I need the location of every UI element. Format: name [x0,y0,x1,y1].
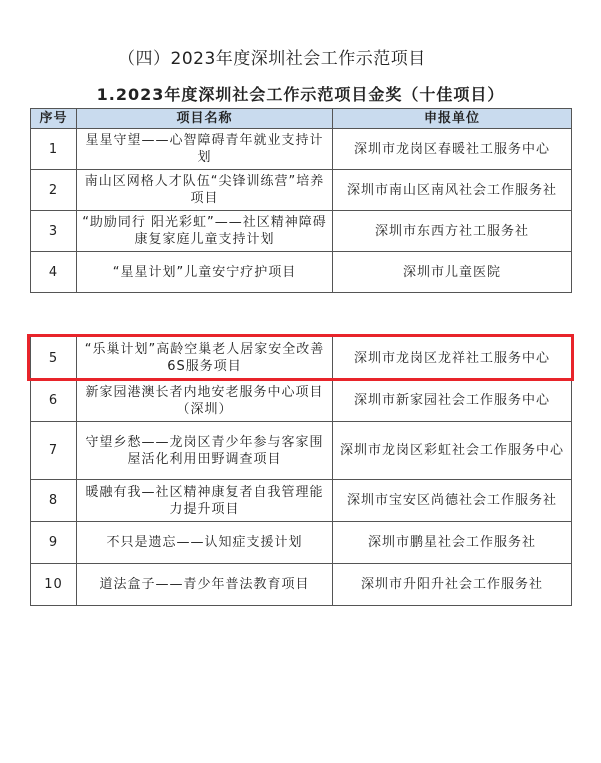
row-unit: 深圳市新家园社会工作服务中心 [333,380,572,422]
table-title: 1.2023年度深圳社会工作示范项目金奖（十佳项目） [96,85,505,104]
row-no: 6 [31,380,77,422]
row-unit: 深圳市宝安区尚德社会工作服务社 [333,480,572,522]
table-row [31,564,572,606]
table-row [31,380,572,422]
row-unit: 深圳市南山区南风社会工作服务社 [333,170,572,211]
row-unit: 深圳市升阳升社会工作服务社 [333,564,572,606]
row-project-name: “助励同行 阳光彩虹”——社区精神障碍康复家庭儿童支持计划 [77,211,333,252]
header-name: 项目名称 [77,109,333,129]
row-unit: 深圳市鹏星社会工作服务社 [333,522,572,564]
row-no: 5 [31,337,77,380]
table-row [31,170,572,211]
row-unit: 深圳市东西方社工服务社 [333,211,572,252]
row-no: 8 [31,480,77,522]
table-header-row [31,109,572,129]
header-unit: 申报单位 [333,109,572,129]
row-project-name: 星星守望——心智障碍青年就业支持计划 [77,129,333,170]
row-no: 7 [31,422,77,480]
header-no: 序号 [31,109,77,129]
row-no: 4 [31,252,77,293]
table-row [31,522,572,564]
row-no: 3 [31,211,77,252]
row-no: 2 [31,170,77,211]
row-no: 1 [31,129,77,170]
highlight-box [27,334,574,381]
row-unit: 深圳市龙岗区龙祥社工服务中心 [333,337,572,380]
table-row [31,211,572,252]
section-title: （四）2023年度深圳社会工作示范项目 [118,49,426,69]
table-row [31,129,572,170]
row-project-name: “乐巢计划”高龄空巢老人居家安全改善6S服务项目 [77,337,333,380]
row-unit: 深圳市龙岗区彩虹社会工作服务中心 [333,422,572,480]
table-row [31,422,572,480]
row-project-name: 守望乡愁——龙岗区青少年参与客家围屋活化利用田野调查项目 [77,422,333,480]
row-no: 10 [31,564,77,606]
row-project-name: “星星计划”儿童安宁疗护项目 [77,252,333,293]
row-project-name: 道法盒子——青少年普法教育项目 [77,564,333,606]
row-no: 9 [31,522,77,564]
row-project-name: 南山区网格人才队伍“尖锋训练营”培养项目 [77,170,333,211]
row-unit: 深圳市儿童医院 [333,252,572,293]
row-unit: 深圳市龙岗区春暖社工服务中心 [333,129,572,170]
awards-table-top [30,108,572,293]
row-project-name: 不只是遗忘——认知症支援计划 [77,522,333,564]
table-row [31,252,572,293]
table-row [31,480,572,522]
row-project-name: 新家园港澳长者内地安老服务中心项目（深圳） [77,380,333,422]
row-project-name: 暖融有我—社区精神康复者自我管理能力提升项目 [77,480,333,522]
